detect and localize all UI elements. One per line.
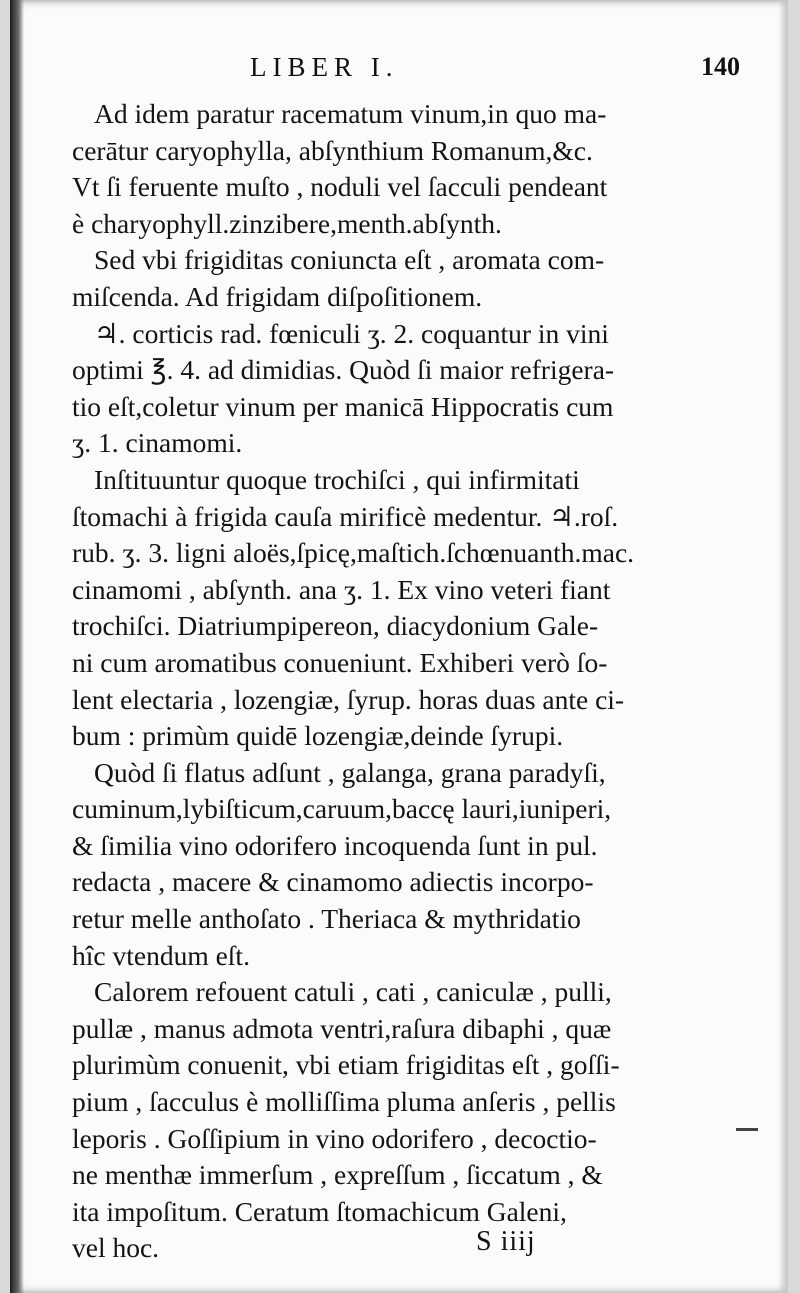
- text-line: Ad idem paratur racematum vinum,in quo ma-: [94, 98, 607, 129]
- text-line: è charyophyll.zinzibere,menth.abſynth.: [72, 207, 502, 239]
- body-text: [72, 96, 762, 1267]
- text-line: vel hoc.: [72, 1232, 160, 1264]
- text-line: cinamomi , abſynth. ana ʒ. 1. Ex vino veteri fiant: [72, 573, 611, 605]
- book-page: [10, 0, 788, 1293]
- text-line: rub. ʒ. 3. ligni aloës,ſpicę,maſtich.ſchœnuanth.mac.: [72, 537, 635, 569]
- text-line: leporis . Goſſipium in vino odorifero , decoctio-: [72, 1122, 597, 1154]
- text-line: retur melle anthoſato . Theriaca & mythridatio: [72, 903, 581, 935]
- text-line: bum : primùm quidē lozengiæ,deinde ſyrupi.: [72, 720, 564, 752]
- running-head: LIBER I.: [250, 52, 399, 82]
- text-line: lent electaria , lozengiæ, ſyrup. horas duas ante ci-: [72, 683, 625, 715]
- text-line: ʒ. 1. cinamomi.: [72, 427, 243, 459]
- text-line: & ſimilia vino odorifero incoquenda ſunt in pul.: [72, 829, 598, 861]
- text-line: miſcenda. Ad frigidam diſpoſitionem.: [72, 280, 483, 312]
- text-line: ſtomachi à frigida cauſa mirificè medentur. ♃.roſ.: [72, 500, 619, 532]
- spine-shadow: [10, 0, 24, 1293]
- text-line: redacta , macere & cinamomo adiectis incorpo-: [72, 866, 594, 898]
- text-line: ni cum aromatibus conueniunt. Exhiberi verò ſo-: [72, 646, 608, 678]
- text-line: trochiſci. Diatriumpipereon, diacydonium Gale-: [72, 610, 599, 642]
- text-line: pullæ , manus admota ventri,raſura dibaphi , quæ: [72, 1012, 612, 1044]
- text-line: cuminum,lybiſticum,caruum,baccę lauri,iuniperi,: [72, 793, 612, 825]
- text-line: ♃. corticis rad. fœniculi ʒ. 2. coquantur in vini: [94, 317, 609, 349]
- text-line: Vt ſi feruente muſto , noduli vel ſacculi pendeant: [72, 171, 608, 203]
- margin-mark: [736, 1128, 758, 1131]
- signature-mark: S iiij: [476, 1226, 536, 1257]
- text-line: ne menthæ immerſum , expreſſum , ſiccatum , &: [72, 1159, 603, 1191]
- text-line: plurimùm conuenit, vbi etiam frigiditas eſt , goſſi-: [72, 1049, 620, 1081]
- text-line: hîc vtendum eſt.: [72, 939, 250, 971]
- text-line: ita impoſitum. Ceratum ſtomachicum Galeni,: [72, 1195, 567, 1227]
- text-line: pium , ſacculus è molliſſima pluma anſeris , pellis: [72, 1086, 616, 1118]
- text-line: Calorem refouent catuli , cati , caniculæ , pulli,: [94, 976, 612, 1008]
- text-line: tio eſt,coletur vinum per manicā Hippocratis cum: [72, 390, 614, 422]
- text-line: Quòd ſi flatus adſunt , galanga, grana paradyſi,: [94, 756, 606, 788]
- text-line: cerātur caryophylla, abſynthium Romanum,&c.: [72, 134, 593, 166]
- text-line: optimi ℥. 4. ad dimidias. Quòd ſi maior refrigera-: [72, 354, 615, 386]
- text-line: Inſtituuntur quoque trochiſci , qui infirmitati: [94, 463, 580, 495]
- page-number: 140: [701, 52, 740, 81]
- page-header: [70, 52, 760, 92]
- text-line: Sed vbi frigiditas coniuncta eſt , aromata com-: [94, 244, 605, 276]
- page-edge-shadow: [778, 0, 788, 1293]
